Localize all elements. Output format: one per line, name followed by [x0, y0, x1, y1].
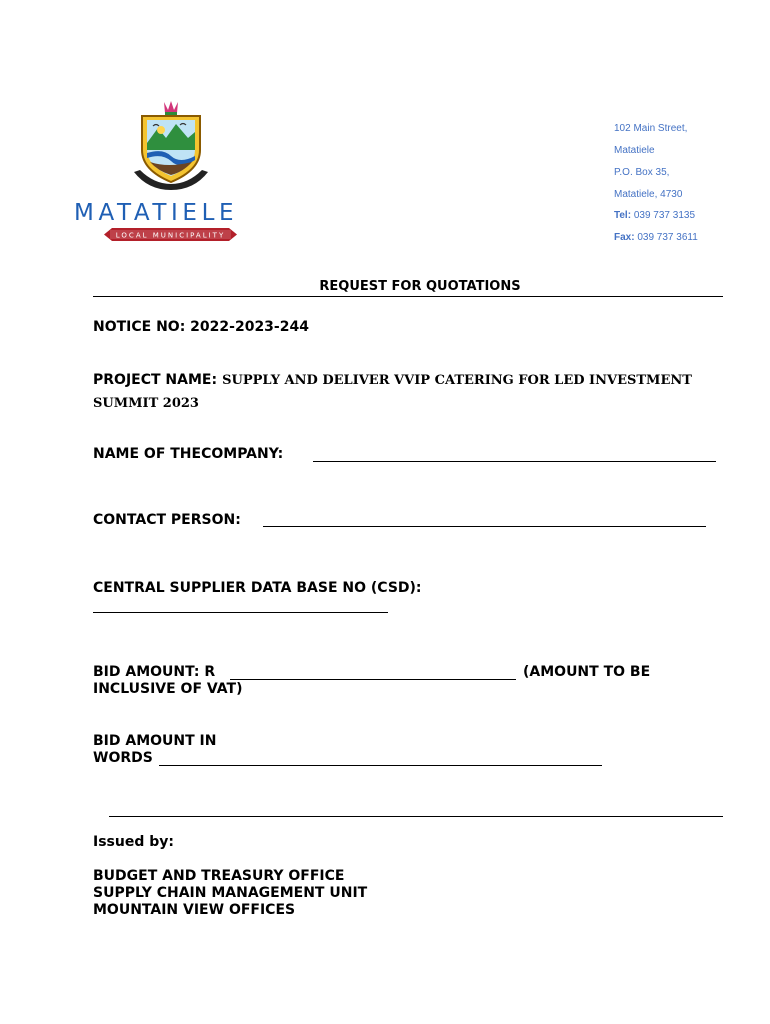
title-underline [93, 296, 723, 297]
company-name-label: NAME OF THECOMPANY: [93, 446, 284, 462]
logo-wordmark: MATATIELE [74, 200, 239, 226]
contact-person-label: CONTACT PERSON: [93, 512, 241, 528]
project-name-line2: SUMMIT 2023 [93, 396, 199, 411]
tel-label: Tel: [614, 210, 632, 221]
protea-flower-icon [164, 101, 178, 116]
bid-words-label-line2: WORDS [93, 750, 153, 766]
address-fax [614, 232, 698, 243]
tel-value: 039 737 3135 [633, 210, 695, 221]
csd-number-field[interactable] [93, 612, 388, 613]
bid-amount-note: (AMOUNT TO BE [523, 664, 651, 680]
logo-banner [104, 228, 237, 241]
page-title: REQUEST FOR QUOTATIONS [319, 279, 521, 294]
fax-label: Fax: [614, 232, 635, 243]
address-street: 102 Main Street, [614, 123, 688, 134]
bid-amount-field[interactable] [230, 679, 516, 680]
csd-label: CENTRAL SUPPLIER DATA BASE NO (CSD): [93, 580, 422, 596]
company-name-field[interactable] [313, 461, 716, 462]
bid-amount-label: BID AMOUNT: R [93, 664, 216, 680]
project-name-line1: SUPPLY AND DELIVER VVIP CATERING FOR LED INVESTMENT [222, 373, 692, 388]
address-town: Matatiele [614, 145, 655, 156]
address-town-code: Matatiele, 4730 [614, 189, 683, 200]
issued-by-label: Issued by: [93, 834, 174, 850]
section-divider [109, 816, 723, 817]
bid-words-label-line1: BID AMOUNT IN [93, 733, 217, 749]
project-name-label: PROJECT NAME: [93, 372, 218, 388]
issuer-office: BUDGET AND TREASURY OFFICE [93, 868, 345, 884]
address-tel [614, 210, 695, 221]
logo-banner-text: LOCAL MUNICIPALITY [115, 231, 226, 240]
issuer-unit: SUPPLY CHAIN MANAGEMENT UNIT [93, 885, 368, 901]
municipal-crest-icon [128, 98, 214, 190]
notice-number: NOTICE NO: 2022-2023-244 [93, 319, 309, 335]
bid-words-field[interactable] [159, 765, 602, 766]
contact-person-field[interactable] [263, 526, 706, 527]
bid-amount-note-vat: INCLUSIVE OF VAT) [93, 681, 243, 697]
project-name [93, 369, 692, 388]
address-po-box: P.O. Box 35, [614, 167, 670, 178]
fax-value: 039 737 3611 [637, 232, 698, 243]
issuer-location: MOUNTAIN VIEW OFFICES [93, 902, 296, 918]
